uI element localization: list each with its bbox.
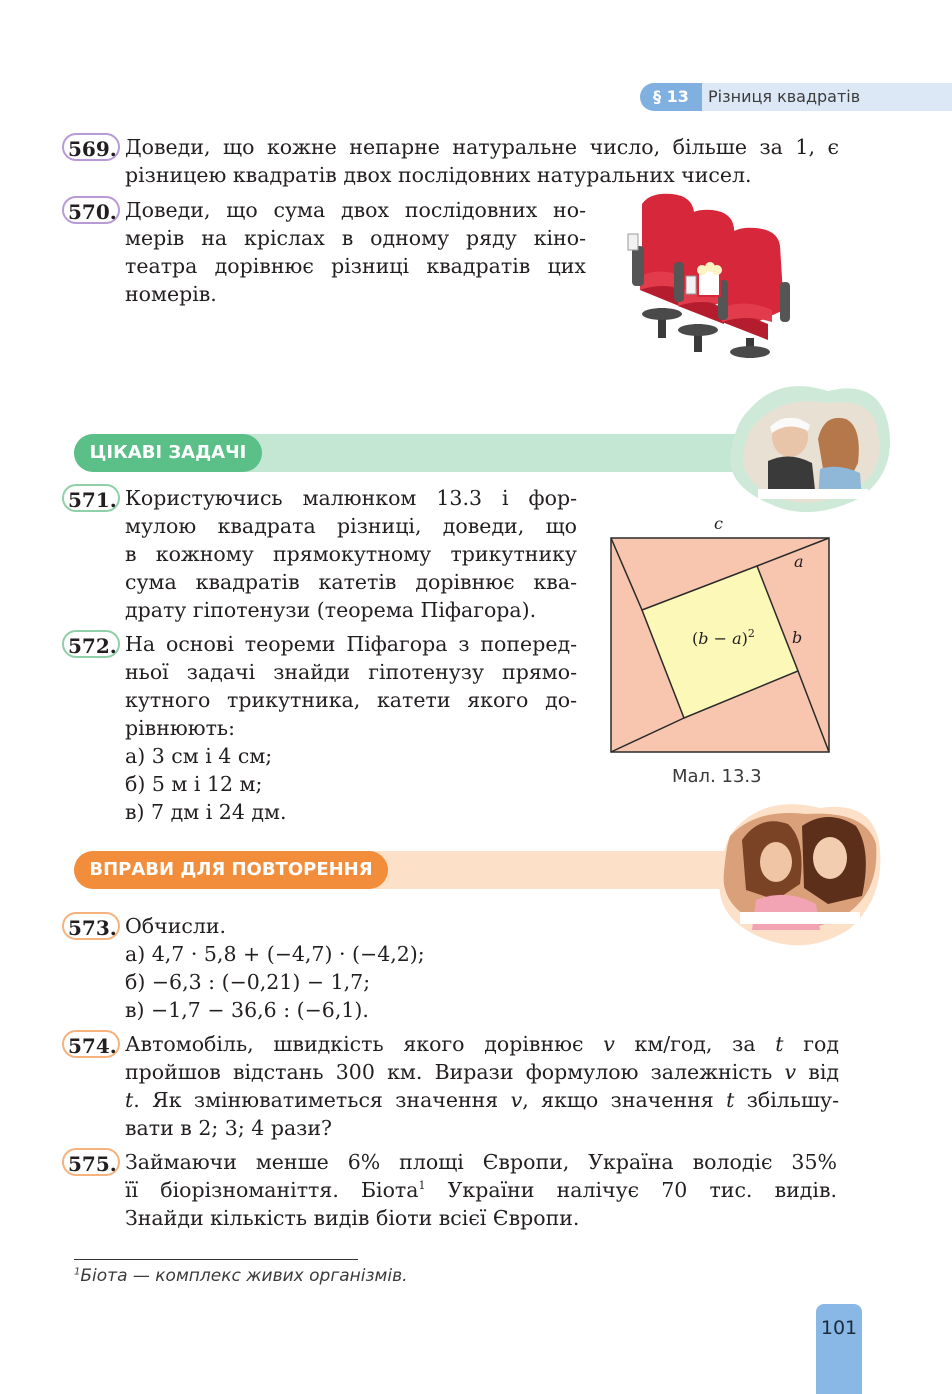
girl-face [760,842,792,882]
list-item: б) 5 м і 12 м; [125,772,263,796]
problem-574-text [125,1030,839,1142]
problem-575-text [125,1148,837,1232]
problem-number-570: 570. [62,196,120,224]
problem-number-573: 573. [62,912,120,940]
popcorn-icon [697,262,722,296]
review-heading: ВПРАВИ ДЛЯ ПОВТОРЕННЯ [74,851,388,889]
inner-label: $(b - a)^2$ [692,627,755,648]
line: драту гіпотенузи (теорема Піфагора). [125,598,537,622]
students-photo [728,383,892,515]
problem-572-text [125,630,577,826]
line: номерів. [125,282,217,306]
section-tag: § 13 [640,83,702,111]
line: пройшов відстань 300 км. Вирази формулою залежність v від [125,1060,839,1084]
line: Автомобіль, швидкість якого дорівнює v км/год, за t год [125,1032,839,1056]
line: вати в 2; 3; 4 рази? [125,1116,333,1140]
list-item: в) −1,7 − 36,6 : (−6,1). [125,998,369,1022]
line: На основі теореми Піфагора з поперед- [125,632,577,656]
problem-number-569: 569. [62,133,120,161]
line: сума квадратів катетів дорівнює ква- [125,570,577,594]
problem-571-text [125,484,577,624]
line: мерів на кріслах в одному ряду кіно- [125,226,586,250]
line: мулою квадрата різниці, доведи, що [125,514,577,538]
line: Обчисли. [125,914,227,938]
line: Доведи, що сума двох послідовних но- [125,198,586,222]
label-b: b [792,628,803,647]
list-item: а) 3 см і 4 см; [125,744,273,768]
line: Займаючи менше 6% площі Європи, Україна володіє 35% [125,1150,837,1174]
figure-caption: Мал. 13.3 [672,766,762,787]
label-a: a [794,552,804,571]
line: театра дорівнює різниці квадратів цих [125,254,586,278]
page-number: 101 [816,1304,862,1394]
problem-number-571: 571. [62,484,120,512]
line: різницею квадратів двох послідовних натуральних чисел. [125,163,752,187]
line: рівнюють: [125,716,235,740]
girls-photo [716,800,884,950]
cinema-seats-illustration [622,186,808,362]
problem-number-574: 574. [62,1030,120,1058]
problem-number-572: 572. [62,630,120,658]
line: кутного трикутника, катети якого до- [125,688,577,712]
line: t. Як змінюватиметься значення v, якщо значення t збільшу- [125,1088,840,1112]
interesting-heading: ЦІКАВІ ЗАДАЧІ [74,434,262,472]
pythagoras-figure [600,508,840,764]
line: Доведи, що кожне непарне натуральне число, більше за 1, є [125,135,839,159]
list-item: а) 4,7 · 5,8 + (−4,7) · (−4,2); [125,942,425,966]
list-item: б) −6,3 : (−0,21) − 1,7; [125,970,371,994]
line: ньої задачі знайди гіпотенузу прямо- [125,660,577,684]
list-item: в) 7 дм і 24 дм. [125,800,287,824]
problem-569-text [125,133,839,189]
footnote-divider [74,1259,358,1260]
girl-face [813,837,847,879]
label-c: c [714,514,723,533]
footnote: $^1$Біота — комплекс живих організмів. [74,1266,408,1286]
line: Знайди кількість видів біоти всієї Європи. [125,1206,580,1230]
line: в кожному прямокутному трикутнику [125,542,577,566]
line: її біорізноманіття. Біота$^1$ України налічує 70 тис. видів. [125,1178,838,1202]
problem-number-575: 575. [62,1148,120,1176]
problem-570-text [125,196,586,308]
problem-573-text [125,912,425,1024]
section-title: Різниця квадратів [708,87,861,106]
line: Користуючись малюнком 13.3 і фор- [125,486,577,510]
seat-icon [718,228,790,358]
